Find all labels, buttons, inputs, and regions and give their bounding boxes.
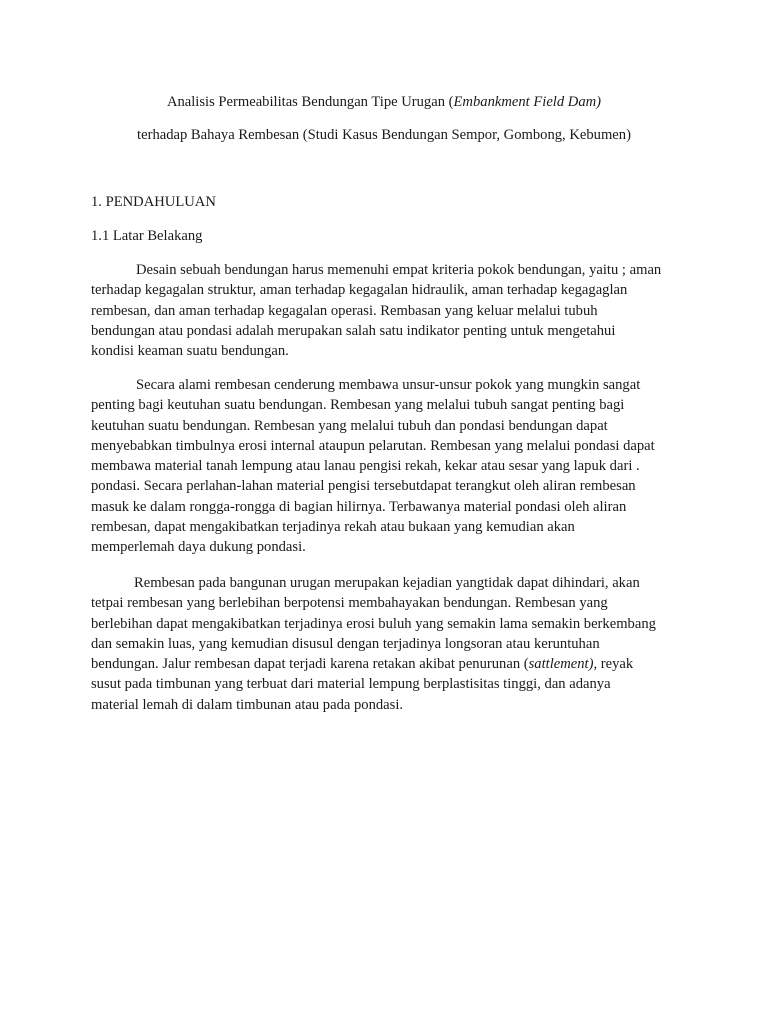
paragraph-3-line: Rembesan pada bangunan urugan merupakan kejadian yangtidak dapat dihindari, akan [134,575,640,591]
paragraph-2 [91,375,687,558]
title-line-2: terhadap Bahaya Rembesan (Studi Kasus Bendungan Sempor, Gombong, Kebumen) [137,127,631,143]
paragraph-2-line: Secara alami rembesan cenderung membawa unsur-unsur pokok yang mungkin sangat [136,377,641,393]
section-heading: 1. PENDAHULUAN [91,194,216,210]
paragraph-2-line: membawa material tanah lempung atau lanau pengisi rekah, kekar atau sesar yang lapuk dari . [91,458,640,475]
paragraph-3 [91,573,687,715]
paragraph-2-line: pondasi. Secara perlahan-lahan material pengisi tersebutdapat terangkut oleh aliran rembesan [91,478,636,495]
paragraph-3-line-5-italic: sattlement), [528,656,598,673]
paragraph-2-line: menyebabkan timbulnya erosi internal ataupun pelarutan. Rembesan yang melalui pondasi dapat [91,437,655,454]
paragraph-2-line: memperlemah daya dukung pondasi. [91,539,306,556]
subsection-heading: 1.1 Latar Belakang [91,228,203,244]
paragraph-2-line: rembesan, dapat mengakibatkan terjadinya rekah atau bukaan yang kemudian akan [91,519,575,536]
paragraph-2-line: masuk ke dalam rongga-rongga di bagian hilirnya. Terbawanya material pondasi oleh aliran [91,498,627,515]
paragraph-1-line: Desain sebuah bendungan harus memenuhi empat kriteria pokok bendungan, yaitu ; aman [136,262,662,278]
paragraph-3-line: susut pada timbunan yang terbuat dari material lempung berplastisitas tinggi, dan adanya [91,676,611,693]
paragraph-2-line: keutuhan suatu bendungan. Rembesan yang melalui tubuh dan pondasi bendungan dapat [91,417,608,434]
paragraph-1 [91,260,687,361]
paragraph-3-line [91,654,687,674]
title-line-1 [0,93,768,111]
paragraph-3-line: material lemah di dalam timbunan atau pada pondasi. [91,696,404,713]
paragraph-1-line: bendungan atau pondasi adalah merupakan salah satu indikator penting untuk mengetahui [91,322,616,339]
paragraph-3-line: tetpai rembesan yang berlebihan berpotensi membahayakan bendungan. Rembesan yang [91,595,608,612]
paragraph-2-line: penting bagi keutuhan suatu bendungan. Rembesan yang melalui tubuh sangat penting bagi [91,397,625,414]
paragraph-3-line-5-text: bendungan. Jalur rembesan dapat terjadi karena retakan akibat penurunan ( [91,656,529,673]
paragraph-1-line: terhadap kegagalan struktur, aman terhadap kegagalan hidraulik, aman terhadap kegagaglan [91,282,628,299]
paragraph-3-line-5-tail: reyak [597,656,634,673]
paragraph-1-line: kondisi keaman suatu bendungan. [91,343,289,360]
paragraph-3-line: dan semakin luas, yang kemudian disusul dengan terjadinya longsoran atau keruntuhan [91,635,600,652]
paragraph-3-line: berlebihan dapat mengakibatkan terjadinya erosi buluh yang semakin lama semakin berkembang [91,615,656,632]
title-line-1-italic: Embankment Field Dam) [453,94,602,110]
title-line-1-text: Analisis Permeabilitas Bendungan Tipe Urugan ( [166,94,454,110]
paragraph-1-line: rembesan, dan aman terhadap kegagalan operasi. Rembasan yang keluar melalui tubuh [91,302,598,319]
